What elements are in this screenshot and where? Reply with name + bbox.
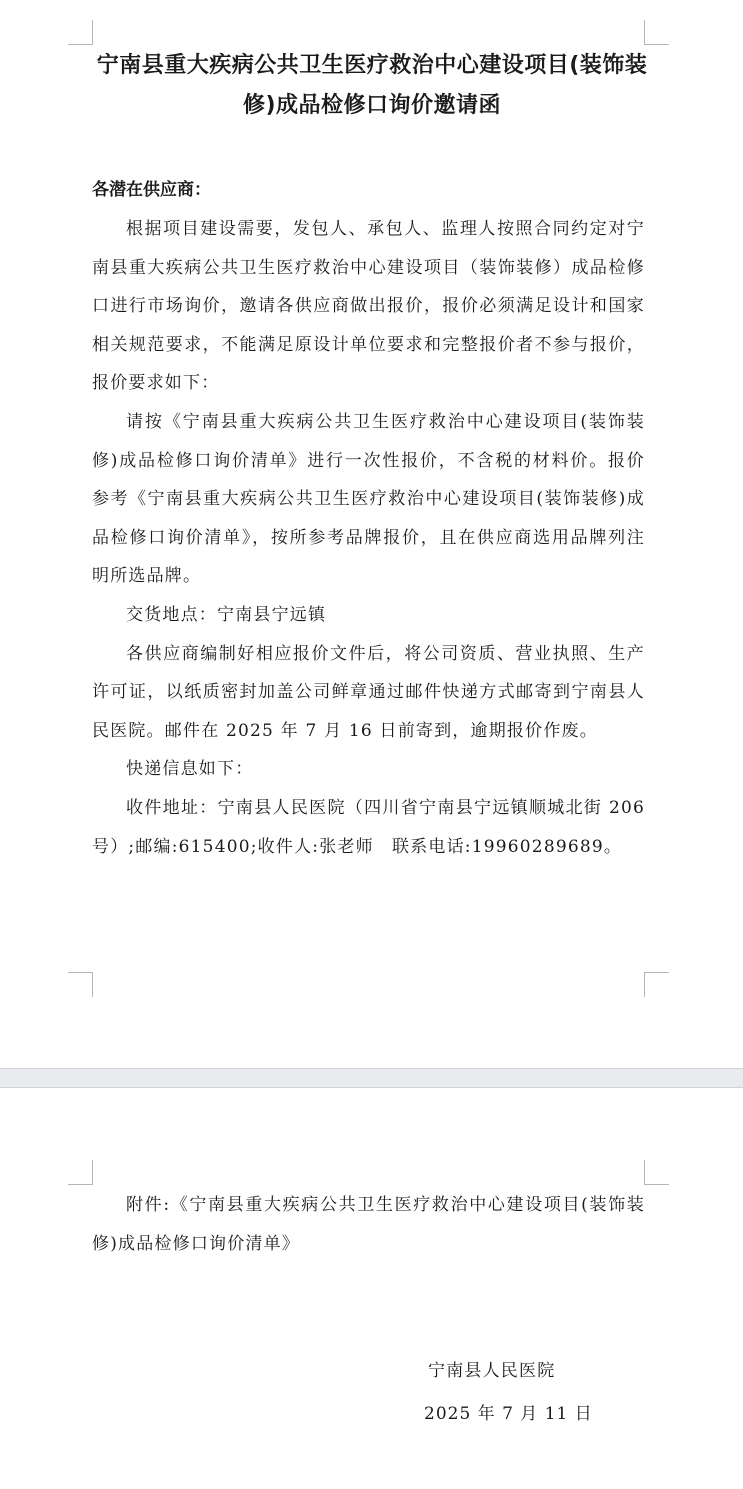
paragraph-express-heading: 快递信息如下：: [126, 759, 254, 780]
paragraph-delivery-location: 交货地点：宁南县宁远镇: [126, 604, 327, 625]
paragraph-recipient-address: 收件地址：宁南县人民医院（四川省宁南县宁远镇顺城北街 206 号）;邮编:615400;收件人:张老师 联系电话:19960289689。: [92, 797, 645, 857]
page-corner-mark-top-right: [644, 1160, 669, 1185]
paragraph-quote-requirements: 请按《宁南县重大疾病公共卫生医疗救治中心建设项目(装饰装修)成品检修口询价清单》进行一次性报价，不含税的材料价。报价参考《宁南县重大疾病公共卫生医疗救治中心建设项目(装饰装修)成品检修口询价清单》，按所参考品牌报价，且在供应商选用品牌列注明所选品牌。: [92, 411, 645, 587]
page-separator: [0, 1068, 743, 1088]
signature-organization: 宁南县人民医院: [428, 1361, 556, 1381]
document-title: 宁南县重大疾病公共卫生医疗救治中心建设项目(装饰装修)成品检修口询价邀请函: [96, 53, 648, 118]
page-corner-mark-bottom-right: [644, 972, 669, 997]
page-corner-mark-top-left: [68, 20, 93, 45]
attachment-note: 附件:《宁南县重大疾病公共卫生医疗救治中心建设项目(装饰装修)成品检修口询价清单》: [92, 1195, 645, 1254]
page-corner-mark-top-right: [644, 20, 669, 45]
page-corner-mark-top-left: [68, 1160, 93, 1185]
paragraph-submission: 各供应商编制好相应报价文件后，将公司资质、营业执照、生产许可证，以纸质密封加盖公司鲜章通过邮件快递方式邮寄到宁南县人民医院。邮件在 2025 年 7 月 16 日前寄到，逾期报价作废。: [92, 643, 645, 741]
signature-date: 2025 年 7 月 11 日: [424, 1404, 593, 1424]
document-body: [92, 210, 645, 866]
page-corner-mark-bottom-left: [68, 972, 93, 997]
paragraph-intro: 根据项目建设需要，发包人、承包人、监理人按照合同约定对宁南县重大疾病公共卫生医疗救治中心建设项目（装饰装修）成品检修口进行市场询价，邀请各供应商做出报价，报价必须满足设计和国家相关规范要求，不能满足原设计单位要求和完整报价者不参与报价，报价要求如下：: [92, 219, 645, 394]
salutation: 各潜在供应商：: [92, 180, 211, 200]
document-page-2: [0, 1088, 743, 1489]
